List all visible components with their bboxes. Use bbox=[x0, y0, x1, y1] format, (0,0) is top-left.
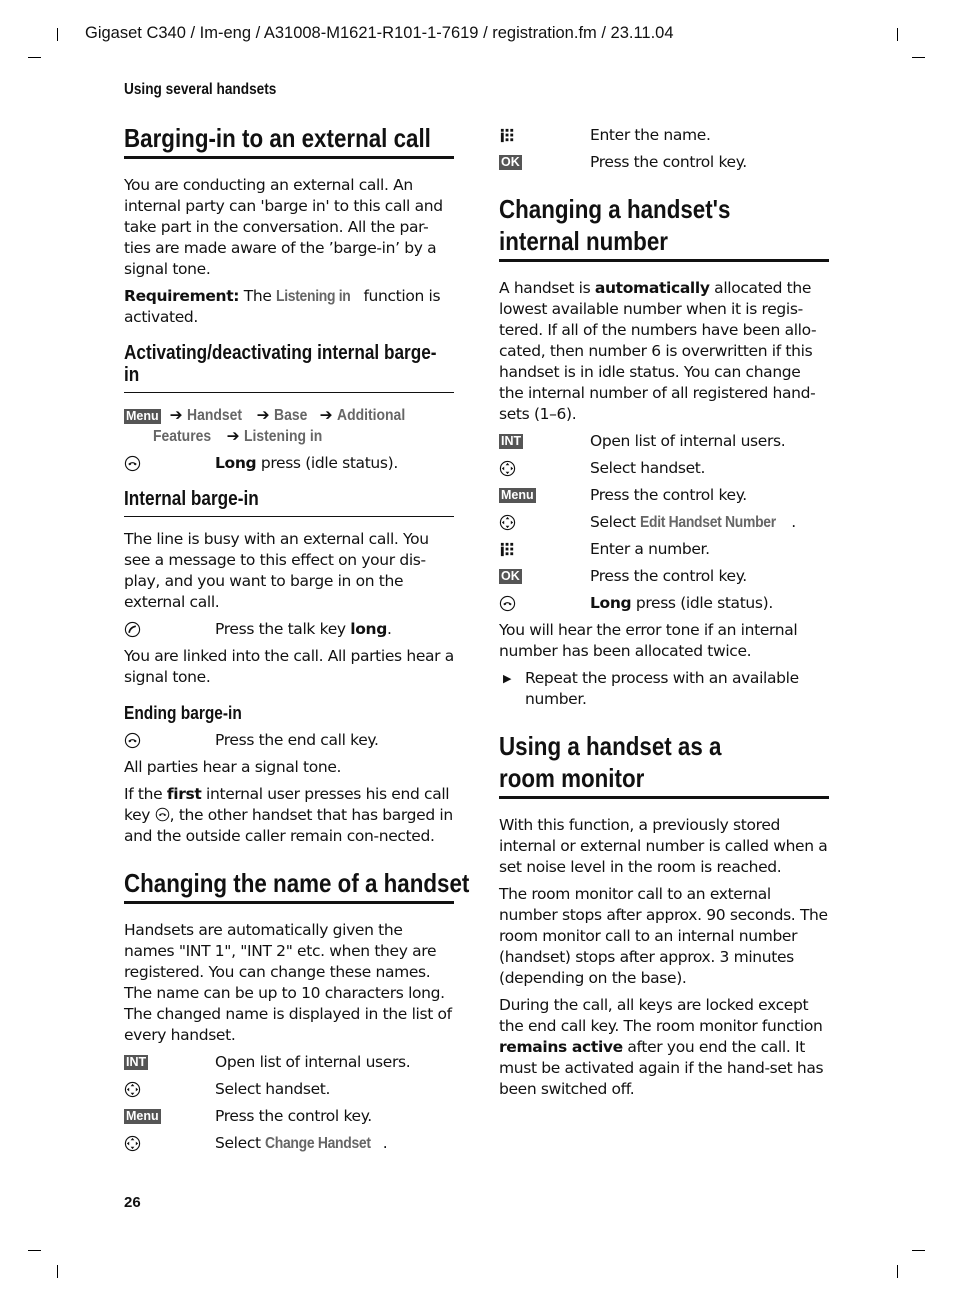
crop-mark bbox=[897, 28, 898, 41]
control-key-icon bbox=[499, 514, 516, 531]
keypad-icon bbox=[499, 127, 516, 144]
section-title-barging: Barging-in to an external call bbox=[124, 122, 454, 159]
paragraph: If the first internal user presses his end call key , the other handset that has barged in and the outside caller remain con-nected. bbox=[124, 785, 453, 845]
arrow-right-icon: ➔ bbox=[319, 406, 333, 424]
ok-key-icon: OK bbox=[501, 155, 520, 169]
arrow-right-icon: ➔ bbox=[226, 427, 240, 445]
section-title-internal-number: Changing a handset's internal number bbox=[499, 193, 829, 262]
subsection-title-ending: Ending barge-in bbox=[124, 703, 242, 723]
keypad-icon bbox=[499, 541, 516, 558]
int-key-icon: INT bbox=[501, 434, 522, 448]
instruction-step: Long press (idle status). bbox=[124, 453, 454, 474]
paragraph: During the call, all keys are locked except the end call key. The room monitor function remains active after you end the call. It must be activated again if the hand-set has been switched off. bbox=[499, 996, 824, 1098]
int-key-icon: INT bbox=[126, 1055, 147, 1069]
menu-key-icon: Menu bbox=[501, 488, 534, 502]
document-header: Gigaset C340 / Im-eng / A31008-M1621-R101-1-7619 / registration.fm / 23.11.04 bbox=[85, 24, 674, 42]
page-number: 26 bbox=[124, 1194, 141, 1211]
instruction-step: OK Press the control key. bbox=[501, 567, 747, 585]
section-title-room-monitor: Using a handset as a room monitor bbox=[499, 730, 829, 799]
crop-mark bbox=[897, 1265, 898, 1278]
paragraph: With this function, a previously stored internal or external number is called when a set noise level in the room is reached. bbox=[499, 816, 828, 876]
bullet-arrow-icon: ▶ bbox=[503, 672, 512, 685]
bullet-item: ▶ Repeat the process with an available number. bbox=[499, 668, 829, 710]
arrow-right-icon: ➔ bbox=[256, 406, 270, 424]
instruction-step: Long press (idle status). bbox=[499, 593, 829, 614]
menu-key-icon: Menu bbox=[126, 409, 159, 423]
instruction-step: INT Open list of internal users. bbox=[501, 432, 786, 450]
end-call-key-icon bbox=[124, 732, 141, 749]
instruction-step: OK Press the control key. bbox=[501, 153, 747, 171]
paragraph: Handsets are automatically given the names "INT 1", "INT 2" etc. when they are registered. You can change these names. The name can be up to 10 characters long. The changed name is displayed in the list of every handset. bbox=[124, 921, 452, 1044]
crop-mark bbox=[28, 1250, 41, 1251]
instruction-step: Select Edit Handset Number . bbox=[499, 512, 829, 533]
instruction-step: INT Open list of internal users. bbox=[126, 1053, 411, 1071]
instruction-step: Enter a number. bbox=[499, 539, 829, 560]
left-column bbox=[124, 122, 470, 1160]
paragraph: The room monitor call to an external number stops after approx. 90 seconds. The room monitor call to an internal number (handset) stops after approx. 3 minutes (depending on the base). bbox=[499, 885, 828, 987]
instruction-step: Select handset. bbox=[499, 458, 829, 479]
crop-mark bbox=[28, 57, 41, 58]
instruction-step: Press the talk key long. bbox=[124, 619, 454, 640]
crop-mark bbox=[57, 28, 58, 41]
crop-mark bbox=[57, 1265, 58, 1278]
section-title-changing-name: Changing the name of a handset bbox=[124, 867, 454, 904]
instruction-step: Enter the name. bbox=[499, 125, 829, 146]
ok-key-icon: OK bbox=[501, 569, 520, 583]
talk-key-icon bbox=[124, 621, 141, 638]
right-column bbox=[499, 125, 829, 1106]
paragraph: All parties hear a signal tone. bbox=[124, 758, 342, 776]
paragraph: The line is busy with an external call. You see a message to this effect on your dis-play, and you want to barge in on the external call. bbox=[124, 530, 429, 611]
paragraph: A handset is automatically allocated the lowest available number when it is regis-tered. If all of the numbers have been allo-cated, then number 6 is overwritten if this handset is in idle status. You can change the internal number of all registered hand-sets (1–6). bbox=[499, 279, 817, 423]
instruction-step: Press the end call key. bbox=[124, 730, 454, 751]
instruction-step: Menu Press the control key. bbox=[501, 486, 747, 504]
paragraph: You are conducting an external call. An internal party can 'barge in' to this call and take part in the conversation. All the par-ties are made aware of the ’barge-in’ by a signal tone. bbox=[124, 176, 443, 278]
subsection-title-activating: Activating/deactivating internal barge-in bbox=[124, 342, 454, 393]
paragraph: You will hear the error tone if an internal number has been allocated twice. bbox=[499, 621, 798, 660]
crop-mark bbox=[912, 1250, 925, 1251]
end-call-key-icon bbox=[499, 595, 516, 612]
paragraph: You are linked into the call. All parties hear a signal tone. bbox=[124, 647, 454, 686]
menu-key-icon: Menu bbox=[126, 1109, 159, 1123]
instruction-step: Select handset. bbox=[124, 1079, 454, 1100]
end-call-key-icon bbox=[124, 455, 141, 472]
control-key-icon bbox=[499, 460, 516, 477]
instruction-step: Select Change Handset . bbox=[124, 1133, 454, 1154]
running-head: Using several handsets bbox=[124, 81, 277, 98]
subsection-title-internal-barge-in: Internal barge-in bbox=[124, 488, 454, 517]
arrow-right-icon: ➔ bbox=[169, 406, 183, 424]
requirement-paragraph: Requirement: The Listening in function is activated. bbox=[124, 287, 441, 326]
instruction-step: Menu Press the control key. bbox=[126, 1107, 372, 1125]
control-key-icon bbox=[124, 1081, 141, 1098]
menu-path: Menu ➔ Handset ➔ Base ➔ Additional Features ➔ Listening in bbox=[126, 406, 405, 445]
crop-mark bbox=[912, 57, 925, 58]
end-call-key-icon bbox=[155, 807, 170, 822]
control-key-icon bbox=[124, 1135, 141, 1152]
